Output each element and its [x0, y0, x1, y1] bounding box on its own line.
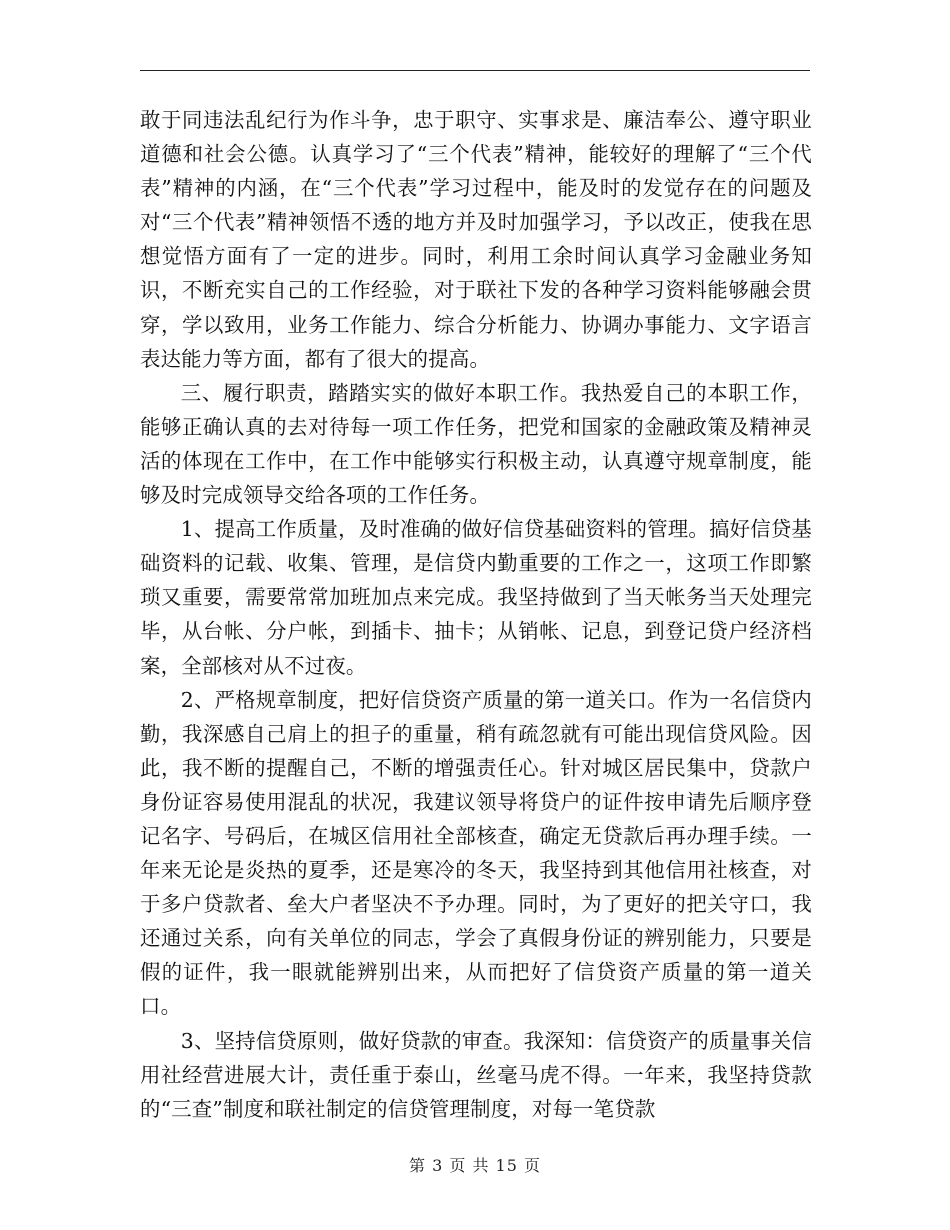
page-footer: 第 3 页 共 15 页 [409, 1156, 541, 1175]
document-body [140, 103, 812, 1126]
paragraph-1: 敢于同违法乱纪行为作斗争，忠于职守、实事求是、廉洁奉公、遵守职业道德和社会公德。认真学习了“三个代表”精神，能较好的理解了“三个代表”精神的内涵，在“三个代表”学习过程中，能及时的发觉存在的问题及对“三个代表”精神领悟不透的地方并及时加强学习，予以改正，使我在思想觉悟方面有了一定的进步。同时，利用工余时间认真学习金融业务知识，不断充实自己的工作经验，对于联社下发的各种学习资料能够融会贯穿，学以致用，业务工作能力、综合分析能力、协调办事能力、文字语言表达能力等方面，都有了很大的提高。 [140, 108, 812, 371]
paragraph-5: 3、坚持信贷原则，做好贷款的审查。我深知：信贷资产的质量事关信用社经营进展大计，责任重于泰山，丝毫马虎不得。一年来，我坚持贷款的“三查”制度和联社制定的信贷管理制度，对每一笔贷款 [140, 1028, 812, 1121]
paragraph-2: 三、履行职责，踏踏实实的做好本职工作。我热爱自己的本职工作，能够正确认真的去对待每一项工作任务，把党和国家的金融政策及精神灵活的体现在工作中，在工作中能够实行积极主动，认真遵守规章制度，能够及时完成领导交给各项的工作任务。 [140, 380, 812, 508]
paragraph-3: 1、提高工作质量，及时准确的做好信贷基础资料的管理。搞好信贷基础资料的记载、收集、管理，是信贷内勤重要的工作之一，这项工作即繁琐又重要，需要常常加班加点来完成。我坚持做到了当天帐务当天处理完毕，从台帐、分户帐，到插卡、抽卡；从销帐、记息，到登记贷户经济档案，全部核对从不过夜。 [140, 517, 812, 678]
paragraph-4: 2、严格规章制度，把好信贷资产质量的第一道关口。作为一名信贷内勤，我深感自己肩上的担子的重量，稍有疏忽就有可能出现信贷风险。因此，我不断的提醒自己，不断的增强责任心。针对城区居民集中，贷款户身份证容易使用混乱的状况，我建议领导将贷户的证件按申请先后顺序登记名字、号码后，在城区信用社全部核查，确定无贷款后再办理手续。一年来无论是炎热的夏季，还是寒冷的冬天，我坚持到其他信用社核查，对于多户贷款者、垒大户者坚决不予办理。同时，为了更好的把关守口，我还通过关系，向有关单位的同志，学会了真假身份证的辨别能力，只要是假的证件，我一眼就能辨别出来，从而把好了信贷资产质量的第一道关口。 [140, 687, 812, 1019]
header-rule [140, 70, 810, 71]
